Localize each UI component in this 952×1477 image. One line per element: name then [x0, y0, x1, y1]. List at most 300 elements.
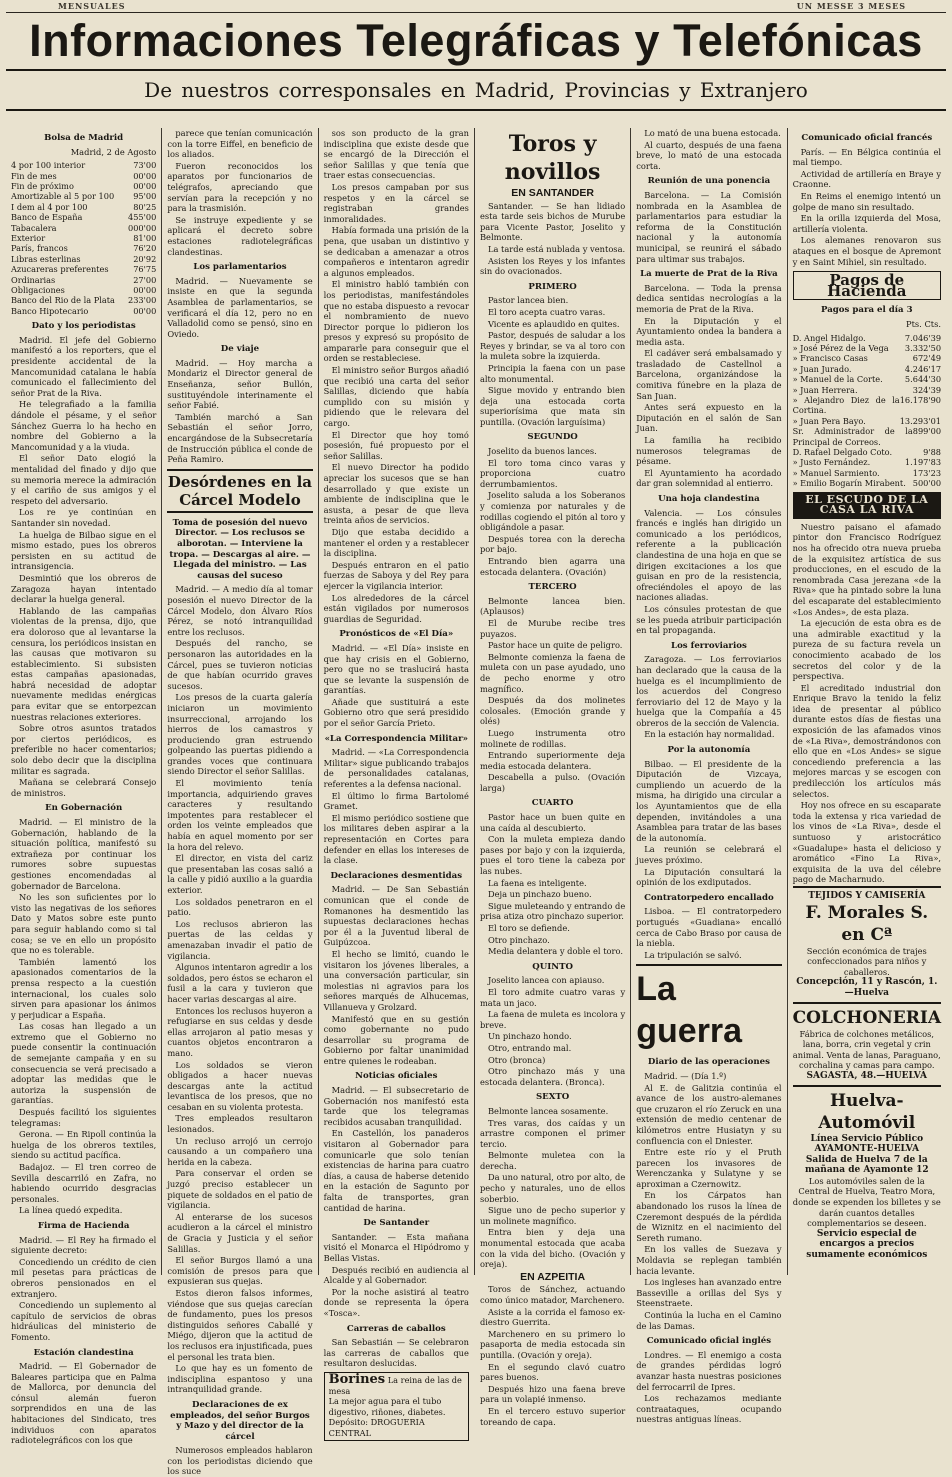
bull-heading: SEGUNDO: [527, 432, 578, 443]
paragraph: Lo que hay es un fomento de indisciplina espantoso y una intranquilidad grande.: [167, 1363, 313, 1395]
price-label: Libras esterlinas: [11, 253, 81, 264]
paragraph: parece que tenían comunicación con la torre Eiffel, en beneficio de los aliados.: [167, 128, 313, 160]
paragraph: Al cuarto, después de una faena breve, lo mató de una estocada corta.: [636, 139, 782, 171]
paragraph: Las cosas han llegado a un extremo que el Gobierno no puede consentir la continuación de semejante campaña y en su consecuencia se verá precisado a adoptar las medidas que le autoriza la suspensión de garantías.: [11, 1021, 157, 1106]
column-6: [788, 128, 946, 1275]
section-heading: Los ferroviarios: [671, 640, 747, 651]
paragraph: Otro pinchazo.: [487, 934, 550, 945]
paragraph: Continúa la lucha en el Camino de las Damas.: [636, 1310, 782, 1331]
paragraph: El ministro señor Burgos añadió que recibió una carta del señor Salillas, diciendo que había cumplido con su misión y pidiendo que le relevara del cargo.: [323, 365, 469, 429]
paragraph: La tarde está nublada y ventosa.: [487, 243, 626, 254]
paragraph: Mañana se celebrará Consejo de ministros.: [11, 777, 157, 798]
paragraph: Sigue uno de pecho superior y un molinete magnífico.: [479, 1205, 626, 1226]
pagos-name: » Juan Herrera.: [792, 384, 858, 395]
paragraph: Concediendo un crédito de cien mil pesetas para prácticas de obreros pensionados en el extranjero.: [11, 1256, 157, 1299]
ad-title: COLCHONERIA: [792, 1007, 942, 1028]
paragraph: Luego instrumenta otro molinete de rodillas.: [479, 727, 626, 749]
paragraph: He telegrafiado a la familia dándole el pésame, y el señor Sánchez Guerra lo ha hecho en nombre del Gobierno a la Mancomunidad y a la viuda.: [11, 399, 157, 452]
paragraph: En la orilla izquierda del Mosa, artillería violenta.: [792, 213, 942, 234]
paragraph: Madrid. — El subsecretario de Gobernación nos manifestó esta tarde que los telegramas recibidos acusaban tranquilidad.: [323, 1085, 469, 1127]
paragraph: Entrando bien agarra una estocada delantera. (Ovación): [479, 556, 626, 577]
paragraph: Toros de Sánchez, actuando como único matador, Marchenero.: [479, 1284, 626, 1305]
pagos-amount: 13.293'01: [899, 415, 942, 426]
paragraph: Madrid. — El ministro de la Gobernación, hablando de la situación política, manifestó su extrañeza por continuar los rumores sobre supuestas gestiones encomendadas al gobernador de Barcelona.: [11, 817, 157, 891]
stock-price-table: [11, 160, 156, 316]
pagos-amount: 7.046'39: [904, 332, 942, 343]
paragraph: Madrid. — A medio día al tomar posesión el nuevo Director de la Cárcel Modelo, don Álvaro Ríos Pérez, se notó intranquilidad entre los reclusos.: [167, 584, 313, 637]
masthead-subtitle: De nuestros corresponsales en Madrid, Provincias y Extranjero: [6, 71, 946, 111]
section-heading: Una hoja clandestina: [658, 494, 760, 504]
paragraph: Dijo que estaba decidido a mantener el orden y a restablecer la disciplina.: [323, 526, 469, 559]
paragraph: Añade que sustituirá a este Gobierno otro que será presidido por el señor García Prieto.: [323, 696, 469, 729]
section-heading: Dato y los periodistas: [31, 321, 136, 332]
price-row: [11, 191, 156, 201]
pagos-amount: 672'49: [912, 353, 942, 364]
paragraph: Asiste a la corrida el famoso ex-diestro Guerrita.: [479, 1306, 626, 1328]
paragraph: Los reclusos abrieron las puertas de las celdas y amenazaban invadir el patio de vigilancia.: [167, 918, 313, 961]
paragraph: Los soldados penetraron en el patio.: [167, 896, 313, 918]
paragraph: El Ayuntamiento ha acordado dar gran solemnidad al entierro.: [636, 467, 782, 489]
ad-subtitle: Línea Servicio Público: [810, 1133, 924, 1144]
price-label: Banco del Rio de la Plata: [11, 295, 115, 306]
pagos-subheading: Pagos para el día 3: [821, 305, 913, 316]
paragraph: Pastor lancea bien.: [487, 295, 569, 306]
paragraph: La familia ha recibido numerosos telegramas de pésame.: [636, 435, 782, 467]
pagos-row: [793, 395, 941, 416]
section-heading: Declaraciones desmentidas: [330, 870, 463, 881]
section-heading: En Gobernación: [45, 803, 123, 814]
paragraph: Se instruye expediente y se aplicará el decreto sobre estaciones radiotelegráficas clandestinas.: [167, 214, 313, 257]
section-heading: «La Correspondencia Militar»: [324, 733, 468, 744]
price-value: 000'00: [128, 222, 157, 233]
ad-address: SAGASTA, 48.—HUELVA: [806, 1070, 928, 1081]
column-4: [475, 128, 631, 1427]
paragraph: Los cónsules protestan de que se les pueda atribuir participación en tal propaganda.: [636, 603, 782, 636]
paragraph: Otro, entrando mal.: [487, 1042, 572, 1053]
article-headline: Toros y novillos: [504, 131, 601, 185]
ad-text: Los automóviles salen de la Central de Huelva, Teatro Mora, donde se expenden los billetes y se darán cuantos detalles complementarios se deseen.: [792, 1175, 941, 1229]
paragraph: El nuevo Director ha podido apreciar los sucesos que se han desarrollado y que existe un ambiente de indisciplina que le asusta, a pesar de que lleva treinta años de servicios.: [323, 462, 469, 526]
section-heading: Firma de Hacienda: [37, 1220, 130, 1231]
borines-advertisement: [324, 1372, 469, 1442]
paragraph: En la Diputación y el Ayuntamiento ondea la bandera a media asta.: [636, 315, 782, 347]
paragraph: Zaragoza. — Los ferroviarios han declarado que la causa de la huelga es el incumplimiento de los acuerdos del Congreso ferroviario del 12 de Mayo y la huelga que la Compañía a 45 obreros de la sección de Valencia.: [636, 654, 782, 728]
paragraph: Numerosos empleados hablaron con los periodistas diciendo que los suce: [167, 1445, 313, 1477]
pagos-name: » Emilio Bogarín Mirabent.: [792, 478, 906, 489]
pagos-amount: 173'23: [912, 467, 942, 478]
column-5: [631, 128, 787, 1425]
paragraph: La faena es inteligente.: [487, 877, 587, 888]
paragraph: Sigue muleteando y entrando de prisa atiza otro pinchazo superior.: [479, 900, 626, 922]
paragraph: San Sebastián — Se celebraron las carreras de caballos que resultaron deslucidas.: [323, 1337, 469, 1369]
paragraph: Pastor hace un quite de peligro.: [487, 640, 623, 651]
paragraph: Otro (bronca): [487, 1054, 546, 1065]
paragraph: Joselito saluda a los Soberanos y comienza por naturales y de rodillas cogiendo el pitón al toro y obligándole a pasar.: [479, 490, 626, 533]
price-row: [11, 181, 156, 191]
price-label: I dem al 4 por 100: [11, 201, 88, 212]
price-label: Tabacalera: [11, 222, 57, 233]
section-heading: Comunicado oficial francés: [801, 133, 933, 143]
pagos-name: » Juan Jurado.: [792, 363, 852, 374]
paragraph: Entonces los reclusos huyeron a refugiarse en sus celdas y desde ellas arrojaron al patio mesas y cuantos objetos encontraron a mano.: [167, 1005, 313, 1058]
paragraph: Santander. — Esta mañana visitó el Monarca el Hipódromo y Bellas Vistas.: [323, 1231, 469, 1263]
pagos-list: [793, 333, 941, 489]
borines-text: La mejor agua para el tubo digestivo, riñones, diabetes.: [328, 1396, 446, 1417]
pagos-row: [793, 364, 941, 374]
paragraph: Estos dieron falsos informes, viéndose que sus quejas carecían de fundamento, pues los presos distinguidos señores Caballé y Miégo, dijeron que la actitud de los reclusos era injustificada, pues el personal les trata bien.: [167, 1287, 313, 1362]
pagos-row: [793, 343, 941, 353]
paragraph: Madrid. — Hoy marcha a Mondariz el Director general de Enseñanza, señor Bullón, sustituyéndole interinamente el señor Fabié.: [167, 357, 313, 411]
paragraph: Belmonte lancea sosamente.: [487, 1105, 609, 1116]
section-heading: Contratorpedero encallado: [644, 892, 774, 903]
paragraph: Lisboa. — El contratorpedero portugués «Guadiana» encalló cerca de Cabo Braso por causa de la niebla.: [636, 906, 782, 949]
paragraph: Los presos de la cuarta galería iniciaron un movimiento insurreccional, arrojando los hierros de los camastros y produciendo gran estruendo golpeando las puertas pidiendo a grandes voces que continuara siendo Director el señor Salillas.: [167, 692, 313, 777]
price-label: París, francos: [11, 243, 68, 254]
paragraph: Santander. — Se han lidiado esta tarde seis bichos de Murube para Vicente Pastor, Joselito y Belmonte.: [479, 200, 626, 243]
paragraph: La faena de muleta es incolora y breve.: [479, 1009, 626, 1030]
paragraph: Asisten los Reyes y los infantes sin do ovacionados.: [479, 255, 626, 277]
pagos-row: [793, 374, 941, 384]
top-bar-left: MENSUALES: [58, 1, 126, 11]
section-heading: Los parlamentarios: [193, 262, 287, 273]
paragraph: Gerona. — En Ripoll continúa la huelga de los obreros textiles, siendo su actitud pacífica.: [11, 1129, 157, 1161]
paragraph: Deja un pinchazo bueno.: [487, 889, 592, 900]
paragraph: En Castellón, los panaderos visitaron al Gobernador para comunicarle que solo tenían existencias de harina para cuatro días, a causa de haberse detenido en la estación de Sagunto por falta de transportes, gran cantidad de harina.: [323, 1128, 469, 1213]
paragraph: El director, en vista del cariz que presentaban las cosas salió a la calle y pidió auxilio a la guardia exterior.: [167, 853, 313, 895]
price-row: [11, 202, 156, 212]
pagos-name: » Manuel de la Corte.: [792, 374, 883, 385]
paragraph: Había formada una prisión de la pena, que usaban un distintivo y se dedicaban a amenazar a otros compañeros e intentaron agredir a algunos empleados.: [323, 225, 469, 278]
pagos-amount: 5.644'30: [904, 374, 942, 385]
pagos-name: » Alejandro Diez de la Cortina.: [792, 394, 900, 416]
paragraph: Un pinchazo hondo.: [487, 1031, 572, 1042]
price-label: Banco de España: [11, 212, 83, 223]
pagos-row: [793, 468, 941, 478]
paragraph: Desmintió que los obreros de Zaragoza hayan intentado declarar la huelga general.: [11, 572, 157, 605]
price-label: Fin de mes: [11, 170, 57, 181]
pagos-name: » Juan Pera Bayo.: [792, 415, 866, 426]
paragraph: Después facilitó los siguientes telegramas:: [11, 1107, 157, 1128]
column-2: [162, 128, 318, 1477]
paragraph: El último lo firma Bartolomé Gramet.: [323, 790, 469, 812]
pagos-row: [793, 457, 941, 467]
paragraph: También marchó a San Sebastián el señor Jorro, encargándose de la Subsecretaría de Instrucción pública el conde de Peña Ramiro.: [167, 411, 313, 465]
paragraph: Madrid. — (Día 1.º): [644, 1070, 727, 1081]
price-label: Banco Hipotecario: [11, 305, 89, 316]
pagos-row: [793, 333, 941, 343]
section-heading: Noticias oficiales: [355, 1071, 438, 1082]
price-row: [11, 223, 156, 233]
pagos-headline: Pagos de Hacienda: [793, 271, 941, 300]
paragraph: Valencia. — Los cónsules francés e inglés han dirigido un comunicado a los periódicos, referente a la publicación clandestina de una hoja en que se dirigen excitaciones a los que guisan en pro de la resistencia, ofreciéndoles el apoyo de las naciones aliadas.: [636, 507, 782, 603]
price-row: [11, 275, 156, 285]
paragraph: En el segundo clavó cuatro pares buenos.: [479, 1361, 626, 1383]
borines-depot: Depósito: DROGUERIA CENTRAL: [328, 1417, 425, 1438]
price-label: 4 por 100 interior: [11, 160, 86, 171]
price-value: 27'00: [133, 274, 157, 285]
price-value: 00'00: [133, 170, 157, 181]
price-row: [11, 264, 156, 274]
paragraph: Otro pinchazo más y una estocada delantera. (Bronca).: [479, 1066, 626, 1087]
price-value: 00'00: [133, 305, 157, 316]
pagos-unit: Pts. Cts.: [906, 318, 942, 329]
paragraph: Después da dos molinetes colosales. (Emoción grande y olés): [479, 695, 626, 727]
paragraph: Los presos campaban por sus respetos y en la cárcel se registraban grandes inmoralidades.: [323, 181, 469, 224]
paragraph: Después del rancho, se personaron las autoridades en la Cárcel, pues se tuvieron noticias de que habían ocurrido graves sucesos.: [167, 638, 313, 691]
borines-brand: Borines: [328, 1371, 386, 1387]
price-label: Exterior: [11, 233, 46, 244]
paragraph: Antes será expuesto en la Diputación en el salón de San Juan.: [636, 402, 782, 434]
pagos-amount: 4.246'17: [904, 363, 942, 374]
paragraph: Entra bien y deja una monumental estocada que acaba con la vida del bicho. (Ovación y oreja).: [479, 1227, 626, 1270]
paragraph: Nuestro paisano el afamado pintor don Francisco Rodríguez nos ha ofrecido otra nueva prueba de la exquisitez artística de sus producciones, en el escudo de la renombrada Casa jerezana «de la Riva» que ha pintado sobre la luna del escaparate del establecimiento «Los Andes», de esta plaza.: [792, 521, 942, 617]
paragraph: Tres empleados resultaron lesionados.: [167, 1113, 313, 1135]
paragraph: La Diputación consultará la opinión de los exdiputados.: [636, 866, 782, 888]
paragraph: sos son producto de la gran indisciplina que existe desde que se encargó de la Dirección el señor Salillas y que tenía que traer estas consecuencias.: [323, 128, 469, 181]
pagos-amount: 324'39: [912, 384, 942, 395]
bull-heading: SEXTO: [535, 1092, 570, 1103]
ad-footer: Servicio especial de encargos a precios sumamente económicos: [806, 1228, 928, 1261]
paragraph: Con la muleta empieza dando pases por bajo y con la izquierda, pues el toro tiene la cabeza por las nubes.: [479, 834, 626, 877]
price-label: Fin de próximo: [11, 181, 74, 191]
paragraph: Fueron reconocidos los aparatos por funcionarios de telégrafos, apreciando que servían para la recepción y no para la trasmisión.: [167, 160, 313, 214]
paragraph: Concediendo un suplemento al capítulo de servicios de obras hidráulicas del ministerio de Fomento.: [11, 1300, 157, 1342]
paragraph: La tripulación se salvó.: [644, 949, 742, 960]
pagos-name: » José Pérez de la Vega: [792, 342, 889, 353]
ad-route: AYAMONTE-HUELVA: [814, 1144, 920, 1155]
paragraph: Madrid. El jefe del Gobierno manifestó a los reporters, que el presidente accidental de la Mancomunidad catalana le había comunicado el fallecimiento del señor Prat de la Riva.: [11, 334, 157, 398]
paragraph: Pastor hace un buen quite en una caída al descubierto.: [479, 812, 626, 833]
paragraph: El hecho se limitó, cuando le visitaron los jóvenes liberales, a una conversación particular, sin molestias ni agravios para los señores marqués de Alhucemas, Villanueva y Grolzard.: [323, 948, 469, 1012]
paragraph: Bilbao. — El presidente de la Diputación de Vizcaya, cumpliendo un acuerdo de la misma, ha dirigido una circular a los Ayuntamientos que de ella dependen, invitándoles a una Asamblea para tratar de las bases de la autonomía.: [636, 758, 782, 843]
paragraph: En los valles de Suezava y Moldavia se replegan también hacia levante.: [636, 1244, 782, 1276]
paragraph: Marchenero en su primero lo pasaporta de media estocada sin puntilla. (Ovación y oreja).: [479, 1328, 626, 1360]
price-value: 20'92: [133, 253, 157, 264]
pagos-amount: 3.332'50: [904, 342, 942, 353]
automovil-advertisement: [793, 1085, 941, 1264]
masthead-title: Informaciones Telegráficas y Telefónicas: [6, 13, 946, 71]
paragraph: Joselito lancea con apiauso.: [487, 975, 605, 986]
paragraph: Londres. — El enemigo a costa de grandes pérdidas logró avanzar hasta nuestras posiciones del ferrocarril de Ipres.: [636, 1349, 782, 1392]
paragraph: Para conservar el orden se juzgó preciso establecer un piquete de soldados en el patio de vigilancia.: [167, 1168, 313, 1211]
paragraph: En los Cárpatos han abandonado los rusos la línea de Czeremont después de la pérdida de Wiznitz en el nacimiento del Sereth rumano.: [636, 1190, 782, 1243]
paragraph: Los soldados se vieron obligados a hacer nuevas descargas ante la actitud levantisca de los presos, que no cesaban en su violenta protesta.: [167, 1059, 313, 1112]
paragraph: Belmonte muletea con la derecha.: [479, 1150, 626, 1171]
paragraph: Media delantera y doble el toro.: [487, 946, 623, 957]
paragraph: Los ingleses han avanzado entre Basseville a orillas del Sys y Steenstraete.: [636, 1277, 782, 1309]
section-heading: Por la autonomía: [667, 745, 751, 756]
section-heading: De viaje: [220, 344, 260, 355]
bull-heading: PRIMERO: [528, 281, 577, 292]
paragraph: Manifestó que en su gestión como gobernante no pudo desarrollar su programa de Gobierno por faltar unanimidad entre quienes le rodeaban.: [323, 1013, 469, 1066]
paragraph: No les son suficientes por lo visto las negativas de los señores Dato y Matos sobre este punto para seguir hablando como si tal cosa; se ve en ello un propósito que no es tolerable.: [11, 892, 157, 956]
columns: [6, 128, 946, 1477]
paragraph: El movimiento tenía importancia, adquiriendo graves caracteres y resultando impotentes para restablecer el orden los veinte empleados que había en aquel momento por ser la hora del relevo.: [167, 778, 313, 852]
paragraph: Badajoz. — El tren correo de Sevilla descarriló en Zafra, no habiendo ocurrido desgracias personales.: [11, 1162, 157, 1204]
article-banner: EL ESCUDO DE LA CASA LA RIVA: [793, 492, 941, 519]
price-label: Ordinarias: [11, 274, 56, 285]
pagos-row: [793, 416, 941, 426]
pagos-name: » Manuel Sarmiento.: [792, 467, 880, 478]
price-row: [11, 295, 156, 305]
section-heading: Estación clandestina: [33, 1347, 134, 1358]
section-heading: La muerte de Prat de la Riva: [640, 269, 778, 280]
pagos-amount: 1.197'83: [904, 457, 942, 468]
dateline: Madrid, 2 de Agosto: [70, 146, 157, 157]
paragraph: La huelga de Bilbao sigue en el mismo estado, pues los obreros persisten en su actitud de intransigencia.: [11, 529, 157, 572]
paragraph: El señor Burgos llamó a una comisión de presos para que expusieran sus quejas.: [167, 1255, 313, 1287]
paragraph: Los re ye continúan en Santander sin novedad.: [11, 507, 157, 528]
bull-heading: TERCERO: [528, 582, 577, 593]
ad-text: Fábrica de colchones metálicos, lana, borra, crin vegetal y crin animal. Venta de lanas, Paraguano, corchalina y camas para campo.: [792, 1028, 941, 1071]
price-label: Amortizable al 5 por 100: [11, 191, 115, 202]
price-row: [11, 254, 156, 264]
paragraph: El toro admite cuatro varas y mata un jaco.: [479, 986, 626, 1008]
paragraph: El acreditado industrial don Enrique Bravo la tenido la feliz idea de presentar al público durante estos días de fiestas una exposición de las afamados vinos de «La Riva», demostrándonos con ello que en «Los Andes» se sigue concediendo preferencia a las mejores marcas y se escogen con predilección los artículos más selectos.: [792, 682, 942, 799]
section-heading: Reunión de una ponencia: [647, 176, 771, 187]
paragraph: La línea quedó expedita.: [19, 1205, 123, 1216]
paragraph: El Director que hoy tomó posesión, fué propuesto por el señor Salillas.: [323, 429, 469, 461]
paragraph: Belmonte comienza la faena de muleta con un pase ayudado, uno de pecho enorme y otro magnífico.: [479, 651, 626, 694]
pagos-row: [793, 447, 941, 457]
paragraph: Belmonte lancea bien. (Aplausos): [479, 595, 626, 617]
price-value: 95'00: [133, 191, 157, 202]
paragraph: La ejecución de esta obra es de una admirable exactitud y la pureza de su factura revela un conocimiento acabado de los secretos del color y de la perspectiva.: [792, 618, 942, 682]
pagos-row: [793, 478, 941, 488]
price-row: [11, 306, 156, 316]
ad-times: Salida de Huelva 7 de la mañana de Ayamonte 12: [804, 1154, 929, 1176]
paragraph: Madrid. — «El Día» insiste en que hay crisis en el Gobierno, pero que no se traslucirá hasta que se levante la suspensión de garantías.: [323, 642, 469, 696]
pagos-name: » Francisco Casas: [792, 353, 868, 364]
paragraph: El cadáver será embalsamado y trasladado de Castellnol a Barcelona, organizándose la comitiva fúnebre en la plaza de San Juan.: [636, 348, 782, 401]
pagos-name: D. Angel Hidalgo.: [792, 332, 866, 343]
war-headline: La guerra: [636, 964, 781, 1052]
paragraph: Los alrededores de la cárcel están vigilados por numerosos guardias de Seguridad.: [323, 592, 469, 624]
pagos-amount: 500'00: [912, 478, 942, 489]
paragraph: Lo mató de una buena estocada.: [644, 128, 781, 138]
price-label: Azucareras preferentes: [11, 264, 109, 275]
paragraph: Los rechazamos mediante contraataques, ocupando nuestras antiguas líneas.: [636, 1393, 782, 1425]
paragraph: Madrid. — «La Correspondencia Militar» sigue publicando trabajos de personalidades catalanas, referentes a la defensa nacional.: [323, 747, 469, 790]
paragraph: Después hizo una faena breve para un volapié inmenso.: [479, 1383, 626, 1405]
paragraph: Al enterarse de los sucesos acudieron a la cárcel el ministro de Gracia y Justicia y el señor Salillas.: [167, 1211, 313, 1254]
pagos-row: [793, 385, 941, 395]
paragraph: Los alemanes renovaron sus ataques en el bosque de Apremont y en Saint Mihiel, sin resultado.: [792, 235, 942, 267]
price-label: Obligaciones: [11, 285, 65, 296]
paragraph: Hoy nos ofrece en su escaparate toda la extensa y rica variedad de los vinos de «La Riva», desde el suntuoso y aristocrático «Guadalupe» hasta el delicioso y aromático «Fino La Riva», exquisita de la uva del célebre pago de Macharnudo.: [792, 800, 942, 885]
price-value: 76'20: [133, 243, 157, 254]
paragraph: París. — En Bélgica continúa el mal tiempo.: [792, 146, 942, 168]
paragraph: Entrando superiormente deja media estocada delantera.: [479, 750, 626, 771]
pagos-name: D. Rafael Delgado Coto.: [792, 446, 893, 457]
paragraph: Después torea con la derecha por bajo.: [479, 533, 626, 555]
price-row: [11, 212, 156, 222]
paragraph: Por la noche asistirá al teatro donde se representa la ópera «Tosca».: [323, 1286, 469, 1318]
paragraph: Al E. de Galitzia continúa el avance de los austro-alemanes que cruzaron el río Zeruck en una extensión de medio centenar de kilómetros entre Husiatyn y su confluencia con el Dniester.: [636, 1082, 782, 1146]
price-value: 00'00: [133, 285, 157, 296]
pagos-amount: 9'88: [923, 446, 942, 457]
article-location: EN AZPEITIA: [520, 1270, 586, 1283]
paragraph: En Reims el enemigo intentó un golpe de mano sin resultado.: [792, 190, 942, 212]
paragraph: La reunión se celebrará el jueves próximo.: [636, 844, 782, 865]
paragraph: Tres varas, dos caídas y un arrastre componen el primer tercio.: [479, 1117, 626, 1149]
pagos-row: [793, 426, 941, 447]
paragraph: Principia la faena con un pase alto monumental.: [479, 362, 626, 384]
colchoneria-advertisement: [793, 1002, 941, 1085]
paragraph: En la estación hay normalidad.: [644, 729, 775, 740]
paragraph: Hablando de las campañas violentas de la prensa, dijo, que era doloroso que al levantarse la censura, los periódicos insistan en las causas que motivaron su establecimiento. Si subsisten estas campañas apasionadas, habrá necesidad de adoptar nuevamente medidas enérgicas para evitar que se entorpezcan nuestras relaciones exteriores.: [11, 605, 157, 722]
paragraph: Después entraron en el patio fuerzas de Saboya y del Rey para ejercer la vigilancia interior.: [323, 559, 469, 591]
price-row: [11, 171, 156, 181]
article-location: EN SANTANDER: [511, 187, 594, 199]
paragraph: Madrid. — El Gobernador de Baleares participa que en Palma de Mallorca, por denuncia del cónsul alemán fueron sorprendidos en una de las habitaciones del Sindicato, tres individuos con aparatos radiotelegráficos con los que: [11, 1361, 157, 1446]
ad-top-line: TEJIDOS Y CAMISERÍA: [808, 890, 926, 901]
top-bar-right: UN MESSE 3 MESES: [796, 1, 906, 11]
price-value: 76'75: [133, 264, 157, 275]
price-value: 455'00: [128, 212, 157, 223]
borines-tagline: La reina de las de mesa: [328, 1374, 462, 1396]
section-heading: Carreras de caballos: [346, 1323, 446, 1334]
price-row: [11, 160, 156, 170]
paragraph: Sobre otros asuntos tratados por ciertos periódicos, es preferible no hacer comentarios; solo debo decir que la disciplina militar es sagrada.: [11, 723, 157, 776]
paragraph: Sigue movido y entrando bien deja una estocada corta superiorísima que mata sin puntilla. (Ovación larguísima): [479, 385, 626, 427]
paragraph: El señor Dato elogió la mentalidad del finado y dijo que su memoria merece la admiración y el cariño de sus amigos y el respeto del adversario.: [11, 453, 157, 506]
paragraph: El toro toma cinco varas y proporciona cuatro derrumbamientos.: [479, 457, 626, 489]
paragraph: El ministro habló también con los periodistas, manifestándoles que no estaba dispuesto a revocar el nombramiento de nuevo Director porque lo pidieron los presos y expresó su propósito de ampararle para conseguir que el orden se restableciese.: [323, 279, 469, 364]
paragraph: También lamentó los apasionados comentarios de la prensa respecto a la cuestión internacional, los cuales solo sirven para apasionar los ánimos y perjudicar a España.: [11, 956, 157, 1020]
ad-text: Sección económica de trajes confeccionados para niños y caballeros.: [806, 945, 927, 977]
section-heading: Comunicado oficial inglés: [646, 1336, 772, 1347]
paragraph: Barcelona. — La Comisión nombrada en la Asamblea de parlamentarios para estudiar la reforma de la Constitución nacional y la autonomía municipal, se reunirá el sábado para ultimar sus trabajos.: [636, 189, 782, 264]
paragraph: El toro se defiende.: [487, 923, 570, 933]
price-value: 00'00: [133, 181, 157, 191]
paragraph: Descabella a pulso. (Ovación larga): [479, 772, 626, 793]
pagos-amount: 16.178'90: [899, 394, 942, 405]
column-1: [6, 128, 162, 1446]
paragraph: Vicente es aplaudido en quites.: [487, 318, 620, 329]
paragraph: Madrid. — De San Sebastián comunican que el conde de Romanones ha desmentido las supuestas declaraciones hechas por él a la Juventud liberal de Guipúzcoa.: [323, 884, 469, 948]
pagos-row: [793, 353, 941, 363]
section-heading: Bolsa de Madrid: [44, 133, 124, 143]
paragraph: En el tercero estuvo superior toreando de capa.: [479, 1405, 626, 1427]
section-heading: Pronósticos de «El Día»: [339, 629, 454, 640]
paragraph: Madrid. — El Rey ha firmado el siguiente decreto:: [11, 1234, 157, 1256]
section-heading: Declaraciones de ex empleados, del señor Burgos y Mazo y del director de la cárcel: [170, 1399, 310, 1442]
column-3: [319, 128, 475, 1438]
pagos-name: » Justo Fernández.: [792, 457, 871, 468]
ad-title: Huelva-Automóvil: [818, 1090, 916, 1133]
paragraph: Actividad de artillería en Braye y Craonne.: [792, 168, 942, 190]
bull-heading: CUARTO: [531, 798, 574, 809]
paragraph: Algunos intentaron agredir a los soldados, pero éstos se echaron el fusil a la cara y tuvieron que hacer varias descargas al aire.: [167, 962, 313, 1004]
paragraph: Da uno natural, otro por alto, de pecho y naturales, uno de ellos soberbio.: [479, 1172, 626, 1204]
price-row: [11, 243, 156, 253]
section-heading: Diario de las operaciones: [647, 1057, 770, 1068]
section-heading: De Santander: [363, 1218, 430, 1229]
paragraph: Después recibió en audiencia al Alcalde y al Gobernador.: [323, 1264, 469, 1286]
paragraph: El mismo periódico sostiene que los militares deben aspirar a la representación en Cortes para defender en ellas los intereses de la clase.: [323, 812, 469, 866]
price-value: 80'25: [133, 201, 157, 212]
paragraph: Barcelona. — Toda la prensa dedica sentidas necrologías a la memoria de Prat de la Riva.: [636, 282, 782, 314]
pagos-amount: 899'00: [912, 426, 942, 437]
paragraph: Madrid. — Nuevamente se insiste en que la segunda Asamblea de parlamentarios, se verificará el día 12, pero no en Valladolid como se pensó, sino en Oviedo.: [167, 275, 313, 339]
paragraph: El de Murube recibe tres puyazos.: [479, 617, 626, 639]
price-value: 233'00: [128, 295, 157, 306]
paragraph: Pastor, después de saludar a los Reyes y brindar, se va al toro con la muleta sobre la izquierda.: [479, 330, 626, 362]
morales-advertisement: [793, 886, 941, 1002]
ad-address: Concepción, 11 y Rascón, 1.—Huelva: [796, 977, 938, 998]
price-row: [11, 285, 156, 295]
